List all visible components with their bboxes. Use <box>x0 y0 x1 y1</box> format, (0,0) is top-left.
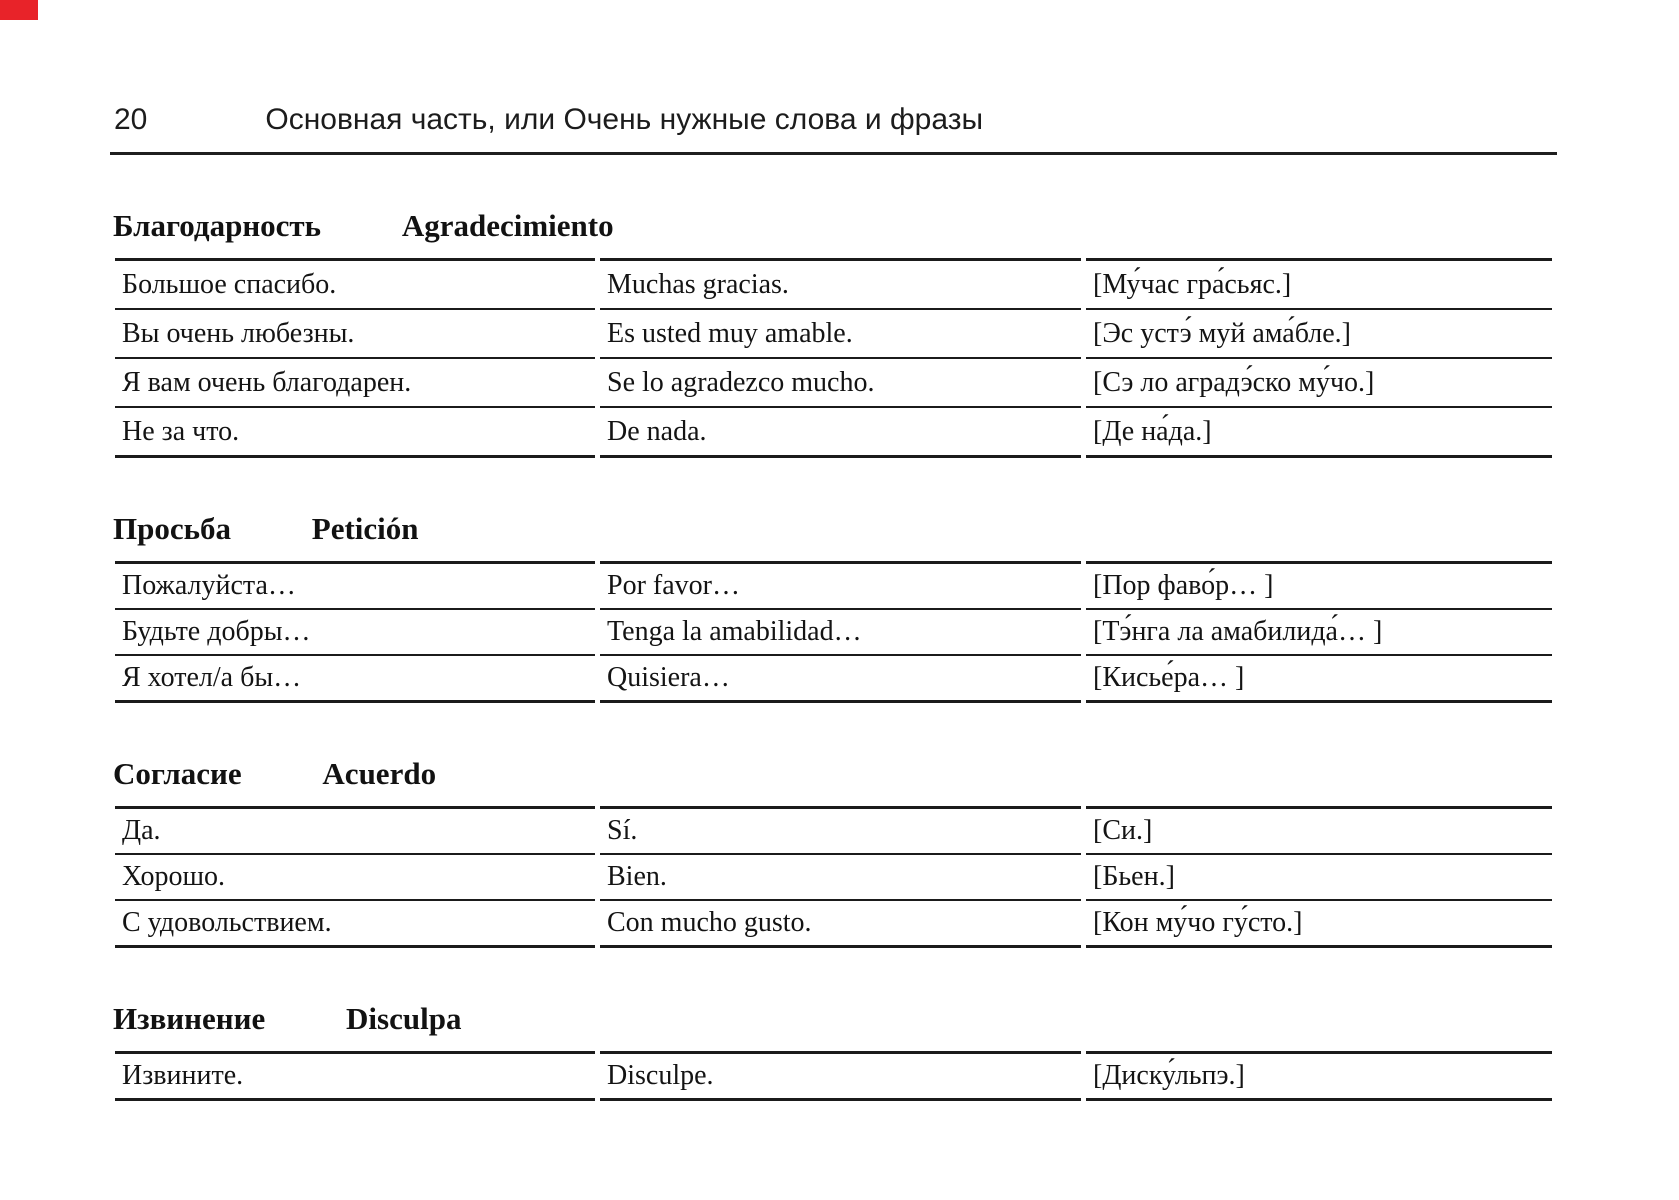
section-heading <box>113 207 1557 245</box>
table-row <box>115 806 1552 855</box>
pronunciation-cell: [Де на́да.] <box>1086 408 1552 458</box>
section-heading <box>113 1000 1557 1038</box>
pronunciation-cell: [Диску́льпэ.] <box>1086 1051 1552 1101</box>
pronunciation-cell: [Эс устэ́ муй ама́бле.] <box>1086 310 1552 359</box>
section-gratitude <box>110 207 1557 458</box>
phrase-ru-cell: Не за что. <box>115 408 595 458</box>
phrase-es-cell: Disculpe. <box>600 1051 1081 1101</box>
running-title: Основная часть, или Очень нужные слова и фразы <box>265 103 984 136</box>
phrase-es-cell: Bien. <box>600 855 1081 901</box>
pronunciation-cell: [Му́час гра́сьяс.] <box>1086 258 1552 310</box>
phrase-ru-cell: Большое спасибо. <box>115 258 595 310</box>
phrase-ru-cell: Извините. <box>115 1051 595 1101</box>
phrase-es-cell: Por favor… <box>600 561 1081 610</box>
phrase-ru-cell: Я хотел/а бы… <box>115 656 595 703</box>
phrase-es-cell: Se lo agradezco mucho. <box>600 359 1081 408</box>
phrase-table <box>110 806 1557 948</box>
section-title-russian: Извинение <box>113 1001 266 1036</box>
phrase-table <box>110 1051 1557 1101</box>
table-row <box>115 855 1552 901</box>
pronunciation-cell: [Кисье́ра… ] <box>1086 656 1552 703</box>
section-title-russian: Согласие <box>113 756 242 791</box>
phrase-ru-cell: Я вам очень благодарен. <box>115 359 595 408</box>
phrase-es-cell: Quisiera… <box>600 656 1081 703</box>
phrase-es-cell: De nada. <box>600 408 1081 458</box>
pronunciation-cell: [Кон му́чо гу́сто.] <box>1086 901 1552 948</box>
phrase-ru-cell: С удовольствием. <box>115 901 595 948</box>
table-row <box>115 1051 1552 1101</box>
pronunciation-cell: [Пор фаво́р… ] <box>1086 561 1552 610</box>
pronunciation-cell: [Си.] <box>1086 806 1552 855</box>
phrase-ru-cell: Хорошо. <box>115 855 595 901</box>
section-heading <box>113 755 1557 793</box>
page-number: 20 <box>114 103 148 136</box>
phrase-ru-cell: Пожалуйста… <box>115 561 595 610</box>
phrase-ru-cell: Да. <box>115 806 595 855</box>
phrase-es-cell: Es usted muy amable. <box>600 310 1081 359</box>
pronunciation-cell: [Тэ́нга ла амабилида́… ] <box>1086 610 1552 656</box>
table-row <box>115 610 1552 656</box>
section-title-spanish: Agradecimiento <box>401 208 614 243</box>
page-content <box>110 0 1557 1101</box>
phrase-table <box>110 561 1557 703</box>
section-title-spanish: Petición <box>311 511 419 546</box>
phrase-table <box>110 258 1557 458</box>
table-row <box>115 258 1552 310</box>
section-title-spanish: Acuerdo <box>322 756 437 791</box>
table-row <box>115 901 1552 948</box>
section-title-russian: Благодарность <box>113 208 322 243</box>
table-row <box>115 656 1552 703</box>
section-request <box>110 510 1557 703</box>
section-title-russian: Просьба <box>113 511 232 546</box>
running-header <box>110 0 1557 137</box>
corner-red-mark <box>0 0 38 20</box>
section-title-spanish: Disculpa <box>346 1001 462 1036</box>
section-heading <box>113 510 1557 548</box>
table-row <box>115 359 1552 408</box>
table-row <box>115 408 1552 458</box>
phrase-es-cell: Sí. <box>600 806 1081 855</box>
header-rule <box>110 152 1557 155</box>
pronunciation-cell: [Бьен.] <box>1086 855 1552 901</box>
phrase-es-cell: Tenga la amabilidad… <box>600 610 1081 656</box>
section-apology <box>110 1000 1557 1101</box>
phrase-es-cell: Muchas gracias. <box>600 258 1081 310</box>
phrase-ru-cell: Вы очень любезны. <box>115 310 595 359</box>
table-row <box>115 561 1552 610</box>
table-row <box>115 310 1552 359</box>
section-agreement <box>110 755 1557 948</box>
phrase-es-cell: Con mucho gusto. <box>600 901 1081 948</box>
pronunciation-cell: [Сэ ло аградэ́ско му́чо.] <box>1086 359 1552 408</box>
phrase-ru-cell: Будьте добры… <box>115 610 595 656</box>
